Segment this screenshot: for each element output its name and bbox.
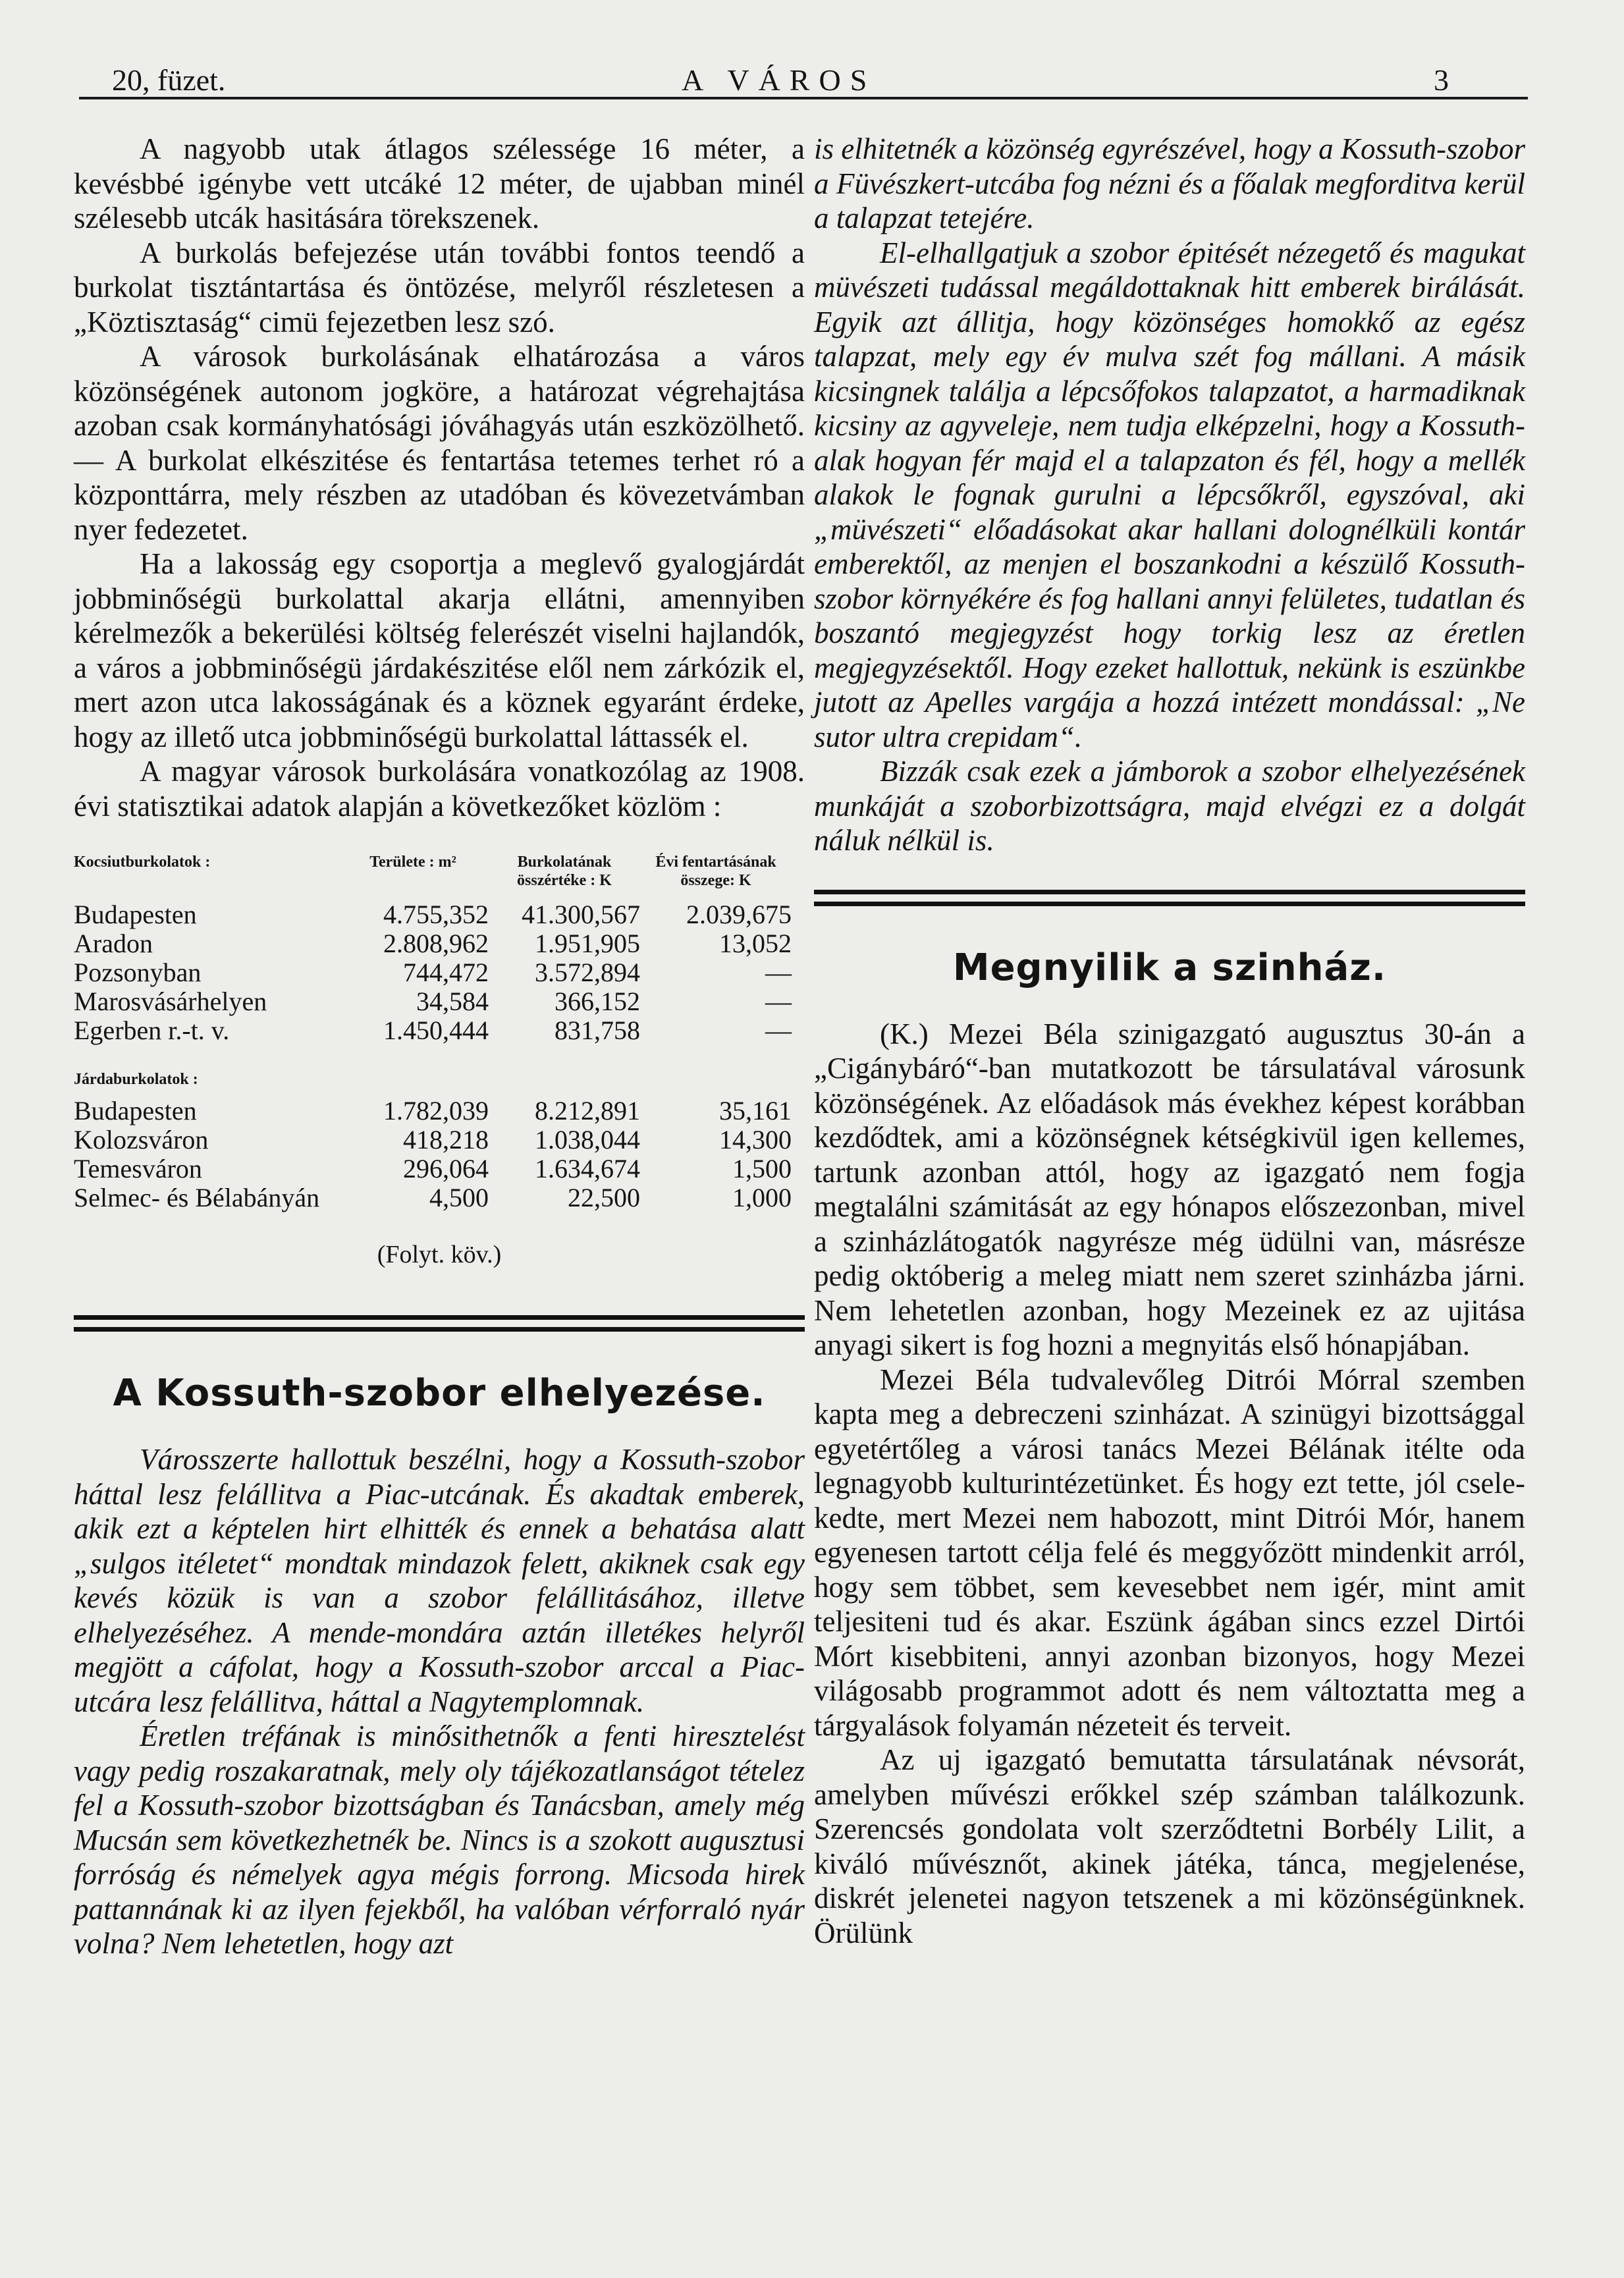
city-cell: Budapesten (74, 1096, 197, 1125)
right-column (814, 132, 1525, 1950)
page-number: 3 (1434, 63, 1449, 97)
maintenance-cell: 13,052 (719, 929, 792, 958)
maintenance-cell: — (765, 958, 792, 987)
paragraph: Városszerte hallottuk beszélni, hogy a Kossuth-szobor háttal lesz felállitva a Piac-utcának. És akadtak emberek, akik ezt a képtelen hirt elhitték és ennek a behatása alatt „sulgos itéletet“ mondtak mindazok felett, akiknek csak egy kevés közük is van a szobor felállitásához, illetve elhelyezéséhez. A mende-mondára aztán illetékes helyről megjött a cáfolat, hogy a Kossuth-szobor arccal a Piac-utcára lesz felállitva, háttal a Nagytemplomnak. (74, 1443, 805, 1718)
paragraph: (K.) Mezei Béla szinigazgató augusztus 30-án a „Cigánybáró“-ban mutatkozott be társulatával városunk közönségének. Az előadások más évekhez képest korábban kezdődtek, ami a közönségnek kétségkivül igen kellemes, tartunk azonban attól, hogy az igazgató nem fogja megtalálni számitását az egy hónapos előszezonban, mivel a szinházlátogatók nagyrésze még üdülni van, másrésze pedig októberig a meleg miatt nem szeret szinházba járni. Nem lehetetlen azonban, hogy Mezeinek ez az ujitása anyagi sikert is fog hozni a megnyitás első hónapjában. (814, 1017, 1525, 1361)
paragraph: Az uj igazgató bemutatta társulatának névsorát, amelyben művészi erőkkel szép számban találkozunk. Szerencsés gondolata volt szerződtetni Borbély Lilit, a kiváló művésznőt, akinek játéka, tánca, megjelenése, diskrét jelenetei nagyon tetszenek a mi közönségünknek. Örülünk (814, 1743, 1525, 1949)
value-cell: 1.951,905 (535, 929, 640, 958)
paragraph: A burkolás befejezése után további fontos teendő a burkolat tisztántartása és öntözése, melyről részletesen a „Köztisztaság“ cimü fejezetben lesz szó. (74, 236, 805, 339)
journal-title: A VÁROS (682, 63, 877, 97)
table-row (74, 1154, 792, 1183)
city-cell: Pozsonyban (74, 958, 202, 987)
paragraph: A városok burkolásának elhatározása a város közönségének autonom jogköre, a határozat végrehajtása azoban csak kormányhatósági jóváhagyás után eszközölhető. — A burkolat elkészitése és fentartása tetemes terhet ró a központtárra, mely részben az utadóban és kövezetvámban nyer fedezetet. (74, 340, 805, 546)
paragraph: Mezei Béla tudvalevőleg Ditrói Mórral szemben kapta meg a debreczeni szinházat. A szinügyi bizottsággal egyetértőleg a városi tanács Mezei Bélának itélte oda legnagyobb kulturintézetünket. És hogy ezt tette, jól cselekedte, mert Mezei nem habozott, mint Ditrói Mór, hanem egyenesen tartott célja felé és meggyőzött mindenkit arról, hogy sem többet, sem kevesebbet nem igér, mint amit teljesiteni tud és akar. Eszünk ágában sincs ezzel Dirtói Mórt kisebbiteni, annyi azonban bizonyos, hogy Mezei világosabb programmot adott és nem változtatta meg a tárgyalások folyamán nézeteit és terveit. (814, 1363, 1525, 1742)
table-row (74, 929, 792, 958)
table-row (74, 958, 792, 987)
city-cell: Aradon (74, 929, 153, 958)
table-header-row (74, 853, 792, 890)
table-row (74, 1097, 792, 1125)
area-cell: 744,472 (403, 958, 489, 987)
section-divider (814, 890, 1525, 907)
left-column (74, 132, 805, 1961)
city-cell: Temesváron (74, 1154, 202, 1183)
table-row (74, 900, 792, 929)
city-cell: Marosvásárhelyen (74, 987, 267, 1016)
value-cell: 1.634,674 (535, 1154, 640, 1183)
city-cell: Kolozsváron (74, 1125, 209, 1154)
area-cell: 34,584 (416, 987, 489, 1016)
column-header-area: Területe : m² (369, 854, 456, 871)
maintenance-cell: — (765, 987, 792, 1016)
article-title-kossuth: A Kossuth-szobor elhelyezése. (113, 1372, 766, 1415)
table-row (74, 1125, 792, 1154)
maintenance-cell: 2.039,675 (686, 900, 792, 929)
value-cell: 1.038,044 (535, 1125, 640, 1154)
table-row (74, 987, 792, 1016)
city-cell: Budapesten (74, 900, 197, 929)
table-section-row (74, 1045, 792, 1097)
paragraph: A nagyobb utak átlagos szélessége 16 méter, a kevésbbé igénybe vett utcáké 12 méter, de ujabban minél szélesebb utcák hasitására törekszenek. (74, 132, 805, 234)
value-cell: 3.572,894 (535, 958, 640, 987)
sidewalk-section-label: Járdaburkolatok : (74, 1071, 198, 1088)
paragraph: Bizzák csak ezek a jámborok a szobor elhelyezésének munkáját a szoborbizottságra, majd elvégzi ez a dolgát náluk nélkül is. (814, 755, 1525, 857)
value-cell: 831,758 (555, 1016, 640, 1045)
value-cell: 8.212,891 (535, 1096, 640, 1125)
header-rule (79, 97, 1528, 99)
section-divider (74, 1315, 805, 1332)
maintenance-cell: 1,500 (732, 1154, 792, 1183)
maintenance-cell: 1,000 (732, 1183, 792, 1212)
maintenance-cell: 35,161 (719, 1096, 792, 1125)
value-cell: 366,152 (555, 987, 640, 1016)
paragraph: Éretlen tréfának is minősithetnők a fenti hiresztelést vagy pedig roszakaratnak, mely oly tájékozatlanságot tételez fel a Kossuth-szobor bizottságban és Tanácsban, amely még Mucsán sem következhetnék be. Nincs is a szokott augusztusi forróság és némelyek agya mégis forrong. Micsoda hirek pattannának ki az ilyen fejekből, ha valóban vérforraló nyár volna? Nem lehetetlen, hogy azt (74, 1720, 805, 1960)
article-title-szinhaz: Megnyilik a szinház. (952, 946, 1387, 989)
column-header-value: Burkolatának összértéke : K (517, 854, 612, 889)
paragraph: A magyar városok burkolására vonatkozólag az 1908. évi statisztikai adatok alapján a következőket közlöm : (74, 755, 805, 823)
city-cell: Egerben r.-t. v. (74, 1016, 230, 1045)
page-header (79, 56, 1515, 102)
maintenance-cell: — (765, 1016, 792, 1045)
table-row (74, 1183, 792, 1212)
area-cell: 4.755,352 (383, 900, 489, 929)
paragraph: El-elhallgatjuk a szobor épitését nézegető és magukat müvészeti tudással megáldottaknak hitt emberek birálását. Egyik azt állitja, hogy közönséges homokkő az egész talapzat, mely egy év mulva szét fog mállani. A másik kicsingnek találja a lépcsőfokos talapzatot, a harmadiknak kicsiny az agyveleje, nem tudja elképzelni, hogy a Kossuth-alak hogyan fér majd el a talapzaton és fél, hogy a mellék alakok le fognak gurulni a lépcsőkről, egyszóval, aki „müvészeti“ előadásokat akar hallani dolognélküli kontár emberektől, az menjen el boszankodni a készülő Kossuth-szobor környékére és fog hallani annyi felületes, tudatlan és boszantó megjegyzést hogy torkig lesz az éretlen megjegyzésektől. Hogy ezeket hallottuk, nekünk is eszünkbe jutott az Apelles vargája a hozzá intézett mondással: „Ne sutor ultra crepidam“. (814, 236, 1525, 753)
column-header-category: Kocsiutburkolatok : (74, 854, 211, 871)
area-cell: 296,064 (403, 1154, 489, 1183)
value-cell: 22,500 (568, 1183, 640, 1212)
paving-statistics-table (74, 853, 792, 1212)
paragraph: Ha a lakosság egy csoportja a meglevő gyalogjárdát jobbminőségü burkolattal akarja ellátni, amennyiben kérelmezők a bekerülési költség felerészét viselni hajlandók, a város a jobbminőségü járdakészitése elől nem zárkózik el, mert azon utca lakosságának és a köznek egyaránt érdeke, hogy az illető utca jobbminőségü burkolattal láttassék el. (74, 547, 805, 753)
value-cell: 41.300,567 (522, 900, 640, 929)
table-row (74, 1016, 792, 1045)
maintenance-cell: 14,300 (719, 1125, 792, 1154)
area-cell: 2.808,962 (383, 929, 489, 958)
area-cell: 1.782,039 (383, 1096, 489, 1125)
issue-label: 20, füzet. (112, 63, 226, 97)
area-cell: 1.450,444 (383, 1016, 489, 1045)
column-header-maintenance: Évi fentartásának összege: K (655, 854, 776, 889)
area-cell: 418,218 (403, 1125, 489, 1154)
continued-note: (Folyt. köv.) (377, 1241, 502, 1268)
area-cell: 4,500 (429, 1183, 489, 1212)
paragraph: is elhitetnék a közönség egyrészével, hogy a Kossuth-szobor a Füvészkert-utcába fog nézni és a főalak megforditva kerül a talapzat tetejére. (814, 132, 1525, 234)
city-cell: Selmec- és Bélabányán (74, 1183, 320, 1212)
